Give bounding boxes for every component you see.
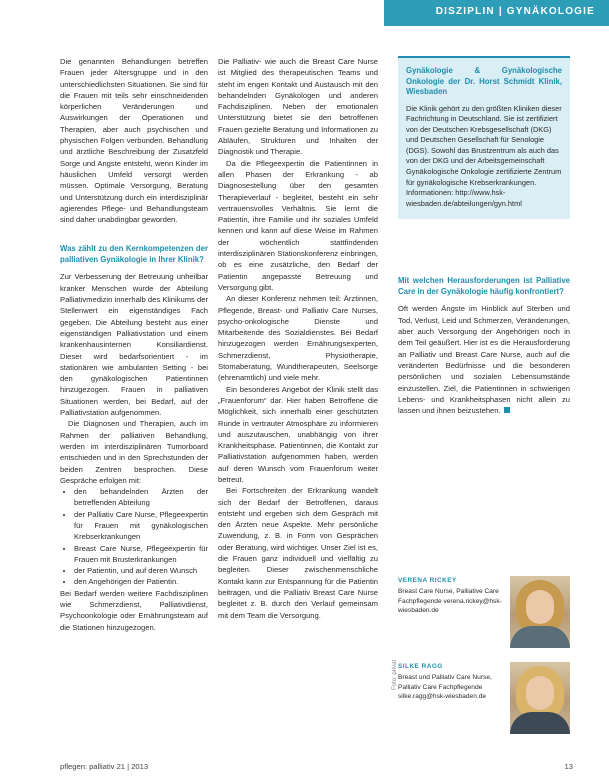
- paragraph-text: Oft werden Ängste im Hinblick auf Sterben und Tod, Verlust, Leid und Schmerzen, Veränderungen, aber auch Versorgung der Angehörigen noch in dem Teil geäußert. Hier ist es die Herausforderung an Palliativ und Breast Care Nurse, auch auf die veränderten Bedürfnisse und die besonderen persönlichen und sozialen Lebensumstände einzustellen. Ziel, die Patientinnen in schwierigen Lebens- und Krankheitsphasen nicht allein zu lassen und ihnen beizustehen.: [398, 304, 570, 416]
- list-item: • der Patientin, und auf deren Wunsch: [74, 565, 208, 576]
- column-2: [218, 56, 378, 621]
- header-bar: [0, 0, 609, 26]
- author-photo: [510, 662, 570, 734]
- paragraph: Zur Verbesserung der Betreuung unheilbar kranker Menschen wurde der Abteilung Palliativmedizin innerhalb des Klinikums der Stellenwert ein eigenständiges Fach gegeben. Die Abteilung besteht aus einer eigenständigen Palliativstation und einem krankenhausinternen Konsiliardienst. Dieser wird bedarfsorientiert - im stationären wie ambulanten Setting - bei den gynäkologischen Patientinnen hinzugezogen. Frauen in palliativen Situationen werden, bei Bedarf, auf der Palliativstation aufgenommen.: [60, 272, 208, 418]
- paragraph: Da die Pflegeexpertin die Patientinnen in allen Phasen der Erkrankung - ab Diagnosestellung über den gesamten Therapieverlauf - begleitet, besteht ein sehr vertrauensvolles Verhältnis. Sie lernt die Patientin, ihre Familie und ihr soziales Umfeld kennen und kann auf diese Weise im Rahmen der wöchentlich stattfindenden interdisziplinären Stationskonferenz einbringen, ob es eine zusätzliche, den Bedarf der Patientin angepasste Betreuung und Versorgung gibt.: [218, 158, 378, 292]
- paragraph: Die Diagnosen und Therapien, auch im Rahmen der palliativen Behandlung, werden im interdisziplinären Tumorboard entschieden und in den Sprechstunden der beiden Zentren besprochen. Diese Gespräche erfolgen mit:: [60, 419, 208, 485]
- author-meta: [398, 662, 503, 701]
- list-item: • Breast Care Nurse, Pflegeexpertin für Frauen mit Brusterkrankungen: [74, 543, 208, 566]
- paragraph: Die Palliativ- wie auch die Breast Care Nurse ist Mitglied des therapeutischen Teams und steht im engen Kontakt und Austausch mit den behandelnden Gynäkologen und anderen Fachdisziplinen. Neben der emotionalen Unterstützung bietet sie den betroffenen Frauen gezielte Beratung und Informationen zu Abläufen, Strukturen und Inhalten der Diagnostik und Therapie.: [218, 57, 378, 157]
- paragraph: Bei Fortschreiten der Erkrankung wandelt sich der Bedarf der Betroffenen, daraus entsteht und ergeben sich dem Gespräch mit den Ärzten neue Aspekte. Mehr persönliche Zuwendung, z. B. in Form von Gesprächen oder Beratung, wird wichtiger. Unser Ziel ist es, die Frauen ganz individuell und vielfältig zu begleiten. Dieser zwischenmenschliche Kontakt kann zur Entspannung für die Patientin beitragen, und die Palliativ Breast Care Nurse begleitet z. B. durch den Verlauf gemeinsam mit dem Team die Versorgung.: [218, 486, 378, 620]
- info-box: [398, 56, 570, 219]
- list-item: • der Palliativ Care Nurse, Pflegeexpertin für Frauen mit gynäkologischen Krebserkrankungen: [74, 509, 208, 543]
- participants-list: [60, 486, 208, 588]
- list-item: • den behandelnden Ärzten der betreffenden Abteilung: [74, 486, 208, 509]
- column-3: [398, 56, 570, 416]
- paragraph: An dieser Konferenz nehmen teil: Ärztinnen, Pflegende, Breast- und Palliativ Care Nurses, psycho-onkologische Dienste und Mitarbeitende des Sozialdienstes. Bei Bedarf hinzugezogen werden Ernährungsexperten, Schmerzdienst, Physiotherapie, Stomaberatung, Wundtherapeuten, Seelsorge (ehrenamtlich) und viele mehr.: [218, 294, 378, 383]
- page-number: 13: [564, 762, 573, 771]
- question-heading: Mit welchen Herausforderungen ist Palliative Care in der Gynäkologie häufig konfrontiert?: [398, 276, 570, 297]
- author-role: Breast Care Nurse, Palliative Care Fachpflegende verena.rickey@hsk-wiesbaden.de: [398, 588, 502, 614]
- end-mark-icon: [504, 407, 510, 413]
- info-box-body: Die Klinik gehört zu den größten Kliniken dieser Fachrichtung in Deutschland. Sie ist zertifiziert von der Deutschen Krebsgesellschaft (DKG) und Deutschen Gesellschaft für Senologie (DGS). Sowohl das Brustzentrum als auch das von der DKG und der Arbeitsgemeinschaft Gynäkologische Onkologie zertifizierte Zentrum für gynäkologische Krebserkrankungen. Informationen: http://www.hsk-wiesbaden.de/abteilungen/gyn.html: [406, 103, 562, 208]
- photo-credit: Foto: privat: [392, 659, 398, 690]
- author-photo: [510, 576, 570, 648]
- question-heading: Was zählt zu den Kernkompetenzen der palliativen Gynäkologie in Ihrer Klinik?: [60, 244, 208, 265]
- author-card: [398, 662, 573, 742]
- author-card: [398, 576, 573, 656]
- author-meta: [398, 576, 503, 615]
- list-item: • den Angehörigen der Patientin.: [74, 576, 208, 587]
- paragraph: Ein besonderes Angebot der Klinik stellt das „Frauenforum“ dar. Hier haben Betroffene die Möglichkeit, sich innerhalb einer geschützten Runde in vertrauter Atmosphäre zu informieren und auszutauschen, unabhängig von ihrer Krankheitsphase. Patientinnen, die Kontakt zur Palliativstation aufgenommen haben, werden auf deren Wunsch vom Frauenforum weiter betreut.: [218, 384, 378, 484]
- author-role: Breast und Palliativ Care Nurse, Palliativ Care Fachpflegende silke.ragg@hsk-wiesbaden.de: [398, 674, 492, 700]
- author-name: SILKE RAGG: [398, 663, 443, 670]
- info-box-title: Gynäkologie & Gynäkologische Onkologie der Dr. Horst Schmidt Klinik, Wiesbaden: [406, 66, 562, 96]
- category-label: DISZIPLIN | GYNÄKOLOGIE: [435, 6, 595, 17]
- column-1: [60, 56, 208, 633]
- journal-issue: pflegen: palliativ 21 | 2013: [60, 762, 149, 771]
- paragraph: Die genannten Behandlungen betreffen Frauen jeder Altersgruppe und in den unterschiedlichsten Situationen. Sie sind für die Frauen mit teils sehr einschneidenden körperlichen Veränderungen und Auswirkungen der Operationen und Therapien, aber auch psychischen und physischen Folgen verbunden. Behandlung und ärztliche Beschreibung der Zusatzfeld Sorge und Angste entsteht, wenn Kinder im häuslichen Umfeld versorgt werden müssen. Optimale Versorgung, Beratung und Unterstützung durch ein interdisziplinär agierendes Pflege- und Behandlungsteam sind daher unabdingbar geworden.: [60, 57, 208, 225]
- paragraph: Bei Bedarf werden weitere Fachdisziplinen wie Schmerzdienst, Palliativdienst, Psychoonkologie oder Ernährungsteam auf die Stationen hinzugezogen.: [60, 588, 208, 632]
- paragraph: [398, 303, 570, 416]
- author-name: VERENA RICKEY: [398, 577, 457, 584]
